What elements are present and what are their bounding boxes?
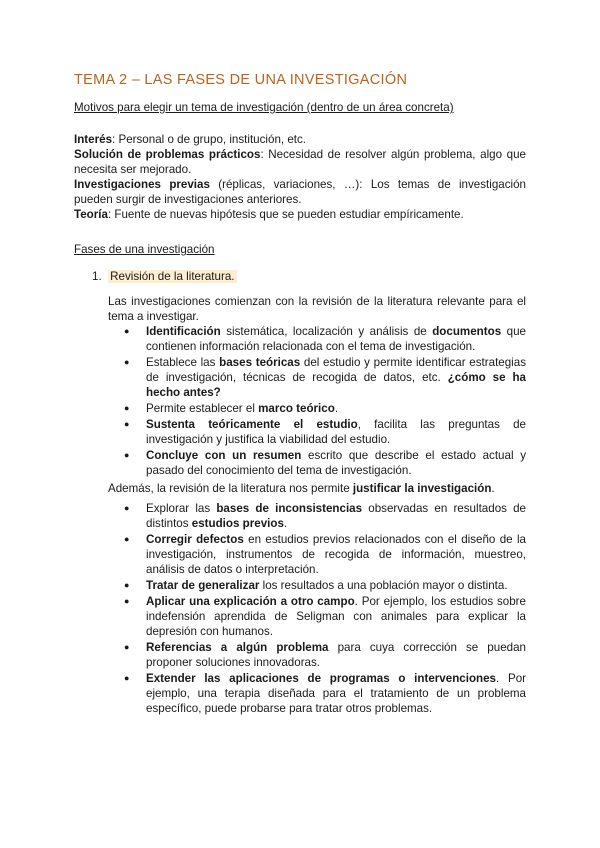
text: Además, la revisión de la literatura nos permite <box>108 482 353 495</box>
text: . <box>283 517 288 530</box>
bold-text: justificar la investigación <box>352 482 492 495</box>
bullet-icon: ● <box>124 326 130 336</box>
list-item <box>108 532 526 577</box>
text: . Por ejemplo, los estudios sobre indefensión aprendida de Seligman con animales para explicar la depresión con humanos. <box>146 595 526 638</box>
bold-text: documentos <box>432 325 502 338</box>
bold-text: Extender las aplicaciones de programas o intervenciones <box>146 672 497 685</box>
bullet-icon: ● <box>124 642 130 652</box>
list-item <box>108 355 526 400</box>
bold-text: Concluye con un resumen <box>146 449 302 462</box>
intro-paragraph: Las investigaciones comienzan con la revisión de la literatura relevante para el tema a investigar. <box>108 295 526 323</box>
bullet-icon: ● <box>124 673 130 683</box>
motivos-list <box>74 132 526 222</box>
list-item <box>108 594 526 639</box>
bold-text: estudios previos <box>191 517 284 530</box>
motivos-heading: Motivos para elegir un tema de investigación (dentro de un área concreta) <box>74 101 454 114</box>
text: del estudio y permite identificar estrategias de investigación, técnicas de recogida de datos, etc. <box>146 356 527 384</box>
motivo-term: Investigaciones previas <box>74 178 210 191</box>
text: Permite establecer el <box>146 402 259 415</box>
text: . <box>334 402 339 415</box>
list-item <box>108 671 526 716</box>
item-title: Revisión de la literatura. <box>110 270 235 283</box>
item-number: 1. <box>92 270 102 283</box>
bold-text: marco teórico <box>258 402 335 415</box>
motivo-item <box>74 177 526 207</box>
bullet-icon: ● <box>124 450 130 460</box>
bold-text: ¿cómo se ha hecho antes? <box>146 371 527 399</box>
list-item <box>108 324 526 354</box>
text: . Por ejemplo, una terapia diseñada para el tratamiento de un problema específico, puede probarse para tratar otros problemas. <box>146 672 526 715</box>
motivo-item <box>74 147 526 177</box>
text: escrito que describe el estado actual y pasado del conocimiento del tema de investigación. <box>146 449 526 477</box>
list-item <box>108 501 526 531</box>
list-item <box>108 578 526 593</box>
text: Establece las <box>146 356 220 369</box>
text: . <box>491 482 495 495</box>
bullet-icon: ● <box>124 403 130 413</box>
bullet-icon: ● <box>124 596 130 606</box>
text: para cuya corrección se puedan proponer soluciones innovadoras. <box>146 641 526 669</box>
document-body <box>74 100 526 717</box>
page-title: TEMA 2 – LAS FASES DE UNA INVESTIGACIÓN <box>74 72 408 88</box>
bullet-icon: ● <box>124 503 130 513</box>
text: que contienen información relacionada con el tema de investigación. <box>146 325 526 353</box>
bullet-icon: ● <box>124 419 130 429</box>
text: Explorar las <box>146 502 217 515</box>
list-item <box>108 401 526 416</box>
bold-text: bases de inconsistencias <box>216 502 363 515</box>
bold-text: Referencias a algún problema <box>146 641 329 654</box>
motivo-term: Teoría <box>74 208 108 221</box>
bullet-list-1 <box>108 324 526 478</box>
ademas-paragraph <box>108 481 526 496</box>
bold-text: Tratar de generalizar <box>146 579 260 592</box>
motivo-text: : Personal o de grupo, institución, etc. <box>112 133 307 146</box>
motivo-text: : Necesidad de resolver algún problema, algo que necesita ser mejorado. <box>74 148 526 176</box>
text: observadas en resultados de distintos <box>146 502 527 530</box>
motivo-item <box>74 207 526 222</box>
list-item <box>108 640 526 670</box>
text: , facilita las preguntas de investigación y justifica la viabilidad del estudio. <box>146 418 526 446</box>
motivo-item <box>74 132 526 147</box>
bullet-icon: ● <box>124 534 130 544</box>
motivo-text: : Fuente de nuevas hipótesis que se pueden estudiar empíricamente. <box>107 208 464 221</box>
list-item <box>108 417 526 447</box>
bold-text: Corregir defectos <box>146 533 244 546</box>
bold-text: Identificación <box>146 325 221 338</box>
bold-text: Aplicar una explicación a otro campo <box>146 595 355 608</box>
numbered-item <box>92 269 526 284</box>
bullet-icon: ● <box>124 357 130 367</box>
motivo-term: Solución de problemas prácticos <box>74 148 261 161</box>
text: en estudios previos relacionados con el diseño de la investigación, instrumentos de recogida de información, muestreo, análisis de datos o interpretación. <box>146 533 527 576</box>
bullet-icon: ● <box>124 580 130 590</box>
bold-text: bases teóricas <box>219 356 301 369</box>
text: sistemática, localización y análisis de <box>220 325 433 338</box>
fases-heading: Fases de una investigación <box>74 243 215 256</box>
bold-text: Sustenta teóricamente el estudio <box>146 418 358 431</box>
motivo-term: Interés <box>74 133 113 146</box>
bullet-list-2 <box>108 501 526 716</box>
list-item <box>108 448 526 478</box>
text: los resultados a una población mayor o distinta. <box>259 579 508 592</box>
motivo-text: (réplicas, variaciones, …): Los temas de investigación pueden surgir de investigaciones anteriores. <box>74 178 526 206</box>
